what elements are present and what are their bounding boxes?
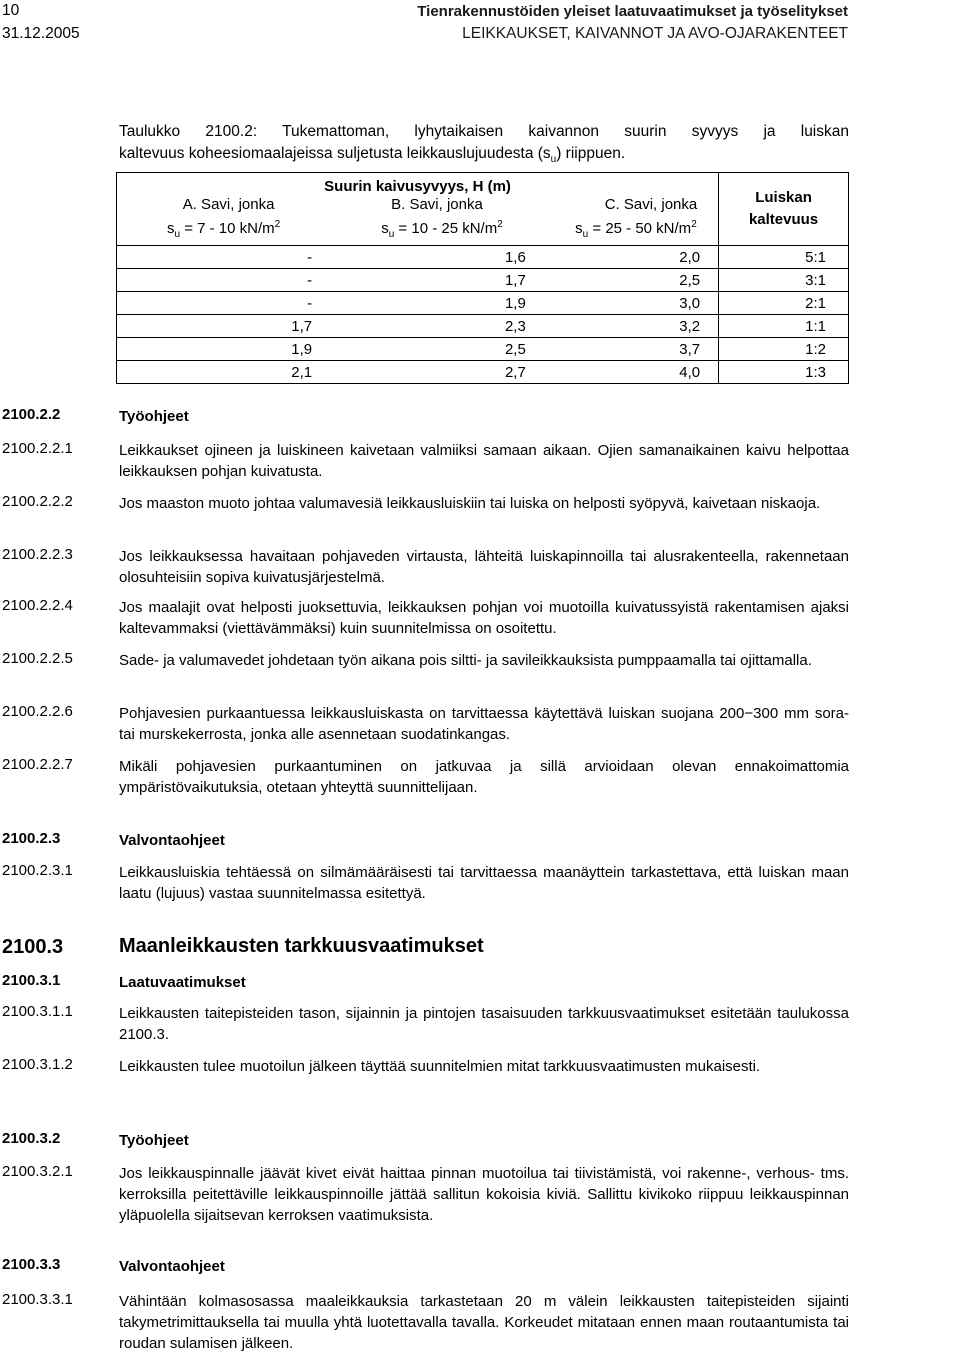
section-text: Jos maalajit ovat helposti juoksettuvia, leikkauksen pohjan voi muotoilla kuivatussyistä rakentamisen ajaksi kaltevammaksi (viettävämmäksi) kuin suunnitelmissa on osoitettu. [119, 599, 849, 637]
section-number: 2100.3.2 [2, 1130, 61, 1147]
excavation-depth-table [116, 172, 849, 384]
group-header: Suurin kaivusyvyys, H (m) [324, 178, 511, 195]
section-number: 2100.2.2.2 [2, 493, 73, 510]
section-text: Leikkausluiskia tehtäessä on silmämääräisesti tai tarvittaessa maanäyttein tarkastettava, että luiskan maan laatu (lujuus) vastaa suunnitelmassa esitettyä. [119, 864, 849, 902]
section-title: Valvontaohjeet [119, 832, 225, 849]
section-heading [2, 972, 849, 993]
table-cell: 2,0 [544, 246, 719, 269]
section-heading [2, 1256, 849, 1277]
section-number: 2100.3.3.1 [2, 1291, 73, 1308]
section-text: Jos maaston muoto johtaa valumavesiä leikkausluiskiin tai luiska on helposti syöpyvä, kaivetaan niskaoja. [119, 495, 821, 512]
section-paragraph [2, 862, 849, 904]
section-text: Leikkausten tulee muotoilun jälkeen täyttää suunnitelmien mitat tarkkuusvaatimusten mukaisesti. [119, 1058, 761, 1075]
column-b-header: B. Savi, jonka $s_u = 10 - 25$ $kN/m^2$ [381, 196, 503, 240]
section-heading [2, 830, 849, 851]
table-cell: 1:1 [719, 315, 849, 338]
section-title: Maanleikkausten tarkkuusvaatimukset [119, 935, 484, 957]
section-text: Pohjavesien purkaantuessa leikkausluiskasta on tarvittaessa käytettävä luiskan suojana 200−300 mm sora- tai murskekerrosta, jonka alle asennetaan suodatinkangas. [119, 705, 849, 743]
table-row [117, 361, 849, 384]
section-number: 2100.3 [2, 936, 64, 958]
caption-line-2: kaltevuus koheesiomaalajeissa suljetusta leikkauslujuudesta $(s_u)$ riippuen. [119, 145, 626, 166]
document-date: 31.12.2005 [2, 25, 80, 42]
table-row [117, 269, 849, 292]
section-title: Työohjeet [119, 408, 189, 425]
section-paragraph [2, 756, 849, 798]
section-paragraph [2, 597, 849, 639]
section-number: 2100.3.1.2 [2, 1056, 73, 1073]
table-cell: 2,7 [330, 361, 544, 384]
table-cell: 1:3 [719, 361, 849, 384]
table-row [117, 315, 849, 338]
table-cell: 2,5 [330, 338, 544, 361]
section-paragraph [2, 1003, 849, 1045]
section-text: Mikäli pohjavesien purkaantuminen on jatkuvaa ja sillä arvioidaan olevan ennakoimattomia ympäristövaikutuksia, otetaan yhteyttä suunnittelijaan. [119, 758, 849, 796]
table-cell: 2:1 [719, 292, 849, 315]
table-cell: 1:2 [719, 338, 849, 361]
section-paragraph [2, 1291, 849, 1354]
section-number: 2100.2.2.5 [2, 650, 73, 667]
table-cell: 2,1 [117, 361, 331, 384]
section-number: 2100.2.2.1 [2, 440, 73, 457]
table-cell: 1,9 [330, 292, 544, 315]
section-heading [2, 1130, 849, 1151]
section-paragraph [2, 703, 849, 745]
section-paragraph [2, 546, 849, 588]
section-number: 2100.2.2.6 [2, 703, 73, 720]
section-text: Jos leikkauksessa havaitaan pohjaveden virtausta, lähteitä luiskapinnoilla tai alusrakenteella, rakennetaan olosuhteisiin sopiva kuivatusjärjestelmä. [119, 548, 849, 586]
section-title: Laatuvaatimukset [119, 974, 246, 991]
slope-header: Luiskan kaltevuus [719, 173, 849, 246]
section-paragraph [2, 650, 849, 671]
column-c-header: C. Savi, jonka $s_u = 25 - 50$ $kN/m^2$ [575, 196, 698, 240]
table-cell: 3:1 [719, 269, 849, 292]
table-row [117, 338, 849, 361]
table-cell: 1,7 [330, 269, 544, 292]
table-cell: 3,0 [544, 292, 719, 315]
table-cell: 3,7 [544, 338, 719, 361]
section-number: 2100.2.2.3 [2, 546, 73, 563]
section-text: Jos leikkauspinnalle jäävät kivet eivät haittaa pinnan muotoilua tai tiivistämistä, voi rakenne-, verhous- tms. kerroksilla peitettäville leikkauspinnoille jättää sallitun kokoisia kiviä. Sallittu kivikoko riippuu leikkauspinnan yläpuolella sijaitsevan kerroksen vaatimuksista. [119, 1165, 849, 1224]
section-text: Vähintään kolmasosassa maaleikkauksia tarkastetaan 20 m välein leikkausten taitepisteiden sijainti takymetrimittauksella tai muulla yhtä luotettavalla tavalla. Korkeudet mitataan ennen maan routaantumista tai roudan sulamisen jälkeen. [119, 1293, 849, 1352]
section-title: Valvontaohjeet [119, 1258, 225, 1275]
section-text: Leikkaukset ojineen ja luiskineen kaivetaan valmiiksi samaan aikaan. Ojien samanaikainen kaivu helpottaa leikkauksen pohjan kuivatusta. [119, 442, 849, 480]
table-cell: 1,7 [117, 315, 331, 338]
table-cell: 5:1 [719, 246, 849, 269]
chapter-title: LEIKKAUKSET, KAIVANNOT JA AVO-OJARAKENTEET [462, 25, 848, 42]
table-cell: 1,9 [117, 338, 331, 361]
section-heading [2, 406, 849, 427]
table-caption [119, 121, 849, 171]
section-number: 2100.2.2 [2, 406, 61, 423]
section-number: 2100.2.3.1 [2, 862, 73, 879]
document-title: Tienrakennustöiden yleiset laatuvaatimukset ja työselitykset [417, 3, 848, 20]
section-number: 2100.2.2.7 [2, 756, 73, 773]
column-a-header: A. Savi, jonka $s_u = 7 - 10$ $kN/m^2$ [166, 196, 281, 240]
section-title: Työohjeet [119, 1132, 189, 1149]
section-paragraph [2, 440, 849, 482]
section-text: Leikkausten taitepisteiden tason, sijainnin ja pintojen tasaisuuden tarkkuusvaatimukset esitetään taulukossa 2100.3. [119, 1005, 849, 1043]
table-cell: - [117, 269, 331, 292]
table-row [117, 246, 849, 269]
table-row [117, 292, 849, 315]
section-number: 2100.3.2.1 [2, 1163, 73, 1180]
section-text: Sade- ja valumavedet johdetaan työn aikana pois siltti- ja savileikkauksista pumppaamalla tai ojittamalla. [119, 652, 812, 669]
table-cell: 3,2 [544, 315, 719, 338]
page-number: 10 [2, 2, 20, 19]
section-number: 2100.3.3 [2, 1256, 61, 1273]
table-cell: 2,5 [544, 269, 719, 292]
table-cell: 1,6 [330, 246, 544, 269]
table-cell: - [117, 292, 331, 315]
section-number: 2100.2.3 [2, 830, 61, 847]
table-cell: 4,0 [544, 361, 719, 384]
caption-line-1: Taulukko 2100.2: Tukemattoman, lyhytaikaisen kaivannon suurin syvyys ja luiskan [119, 123, 849, 140]
section-number: 2100.3.1.1 [2, 1003, 73, 1020]
section-number: 2100.3.1 [2, 972, 61, 989]
section-number: 2100.2.2.4 [2, 597, 73, 614]
section-heading [2, 936, 849, 957]
section-paragraph [2, 1056, 849, 1077]
table-cell: 2,3 [330, 315, 544, 338]
table-cell: - [117, 246, 331, 269]
section-paragraph [2, 1163, 849, 1226]
section-paragraph [2, 493, 849, 514]
